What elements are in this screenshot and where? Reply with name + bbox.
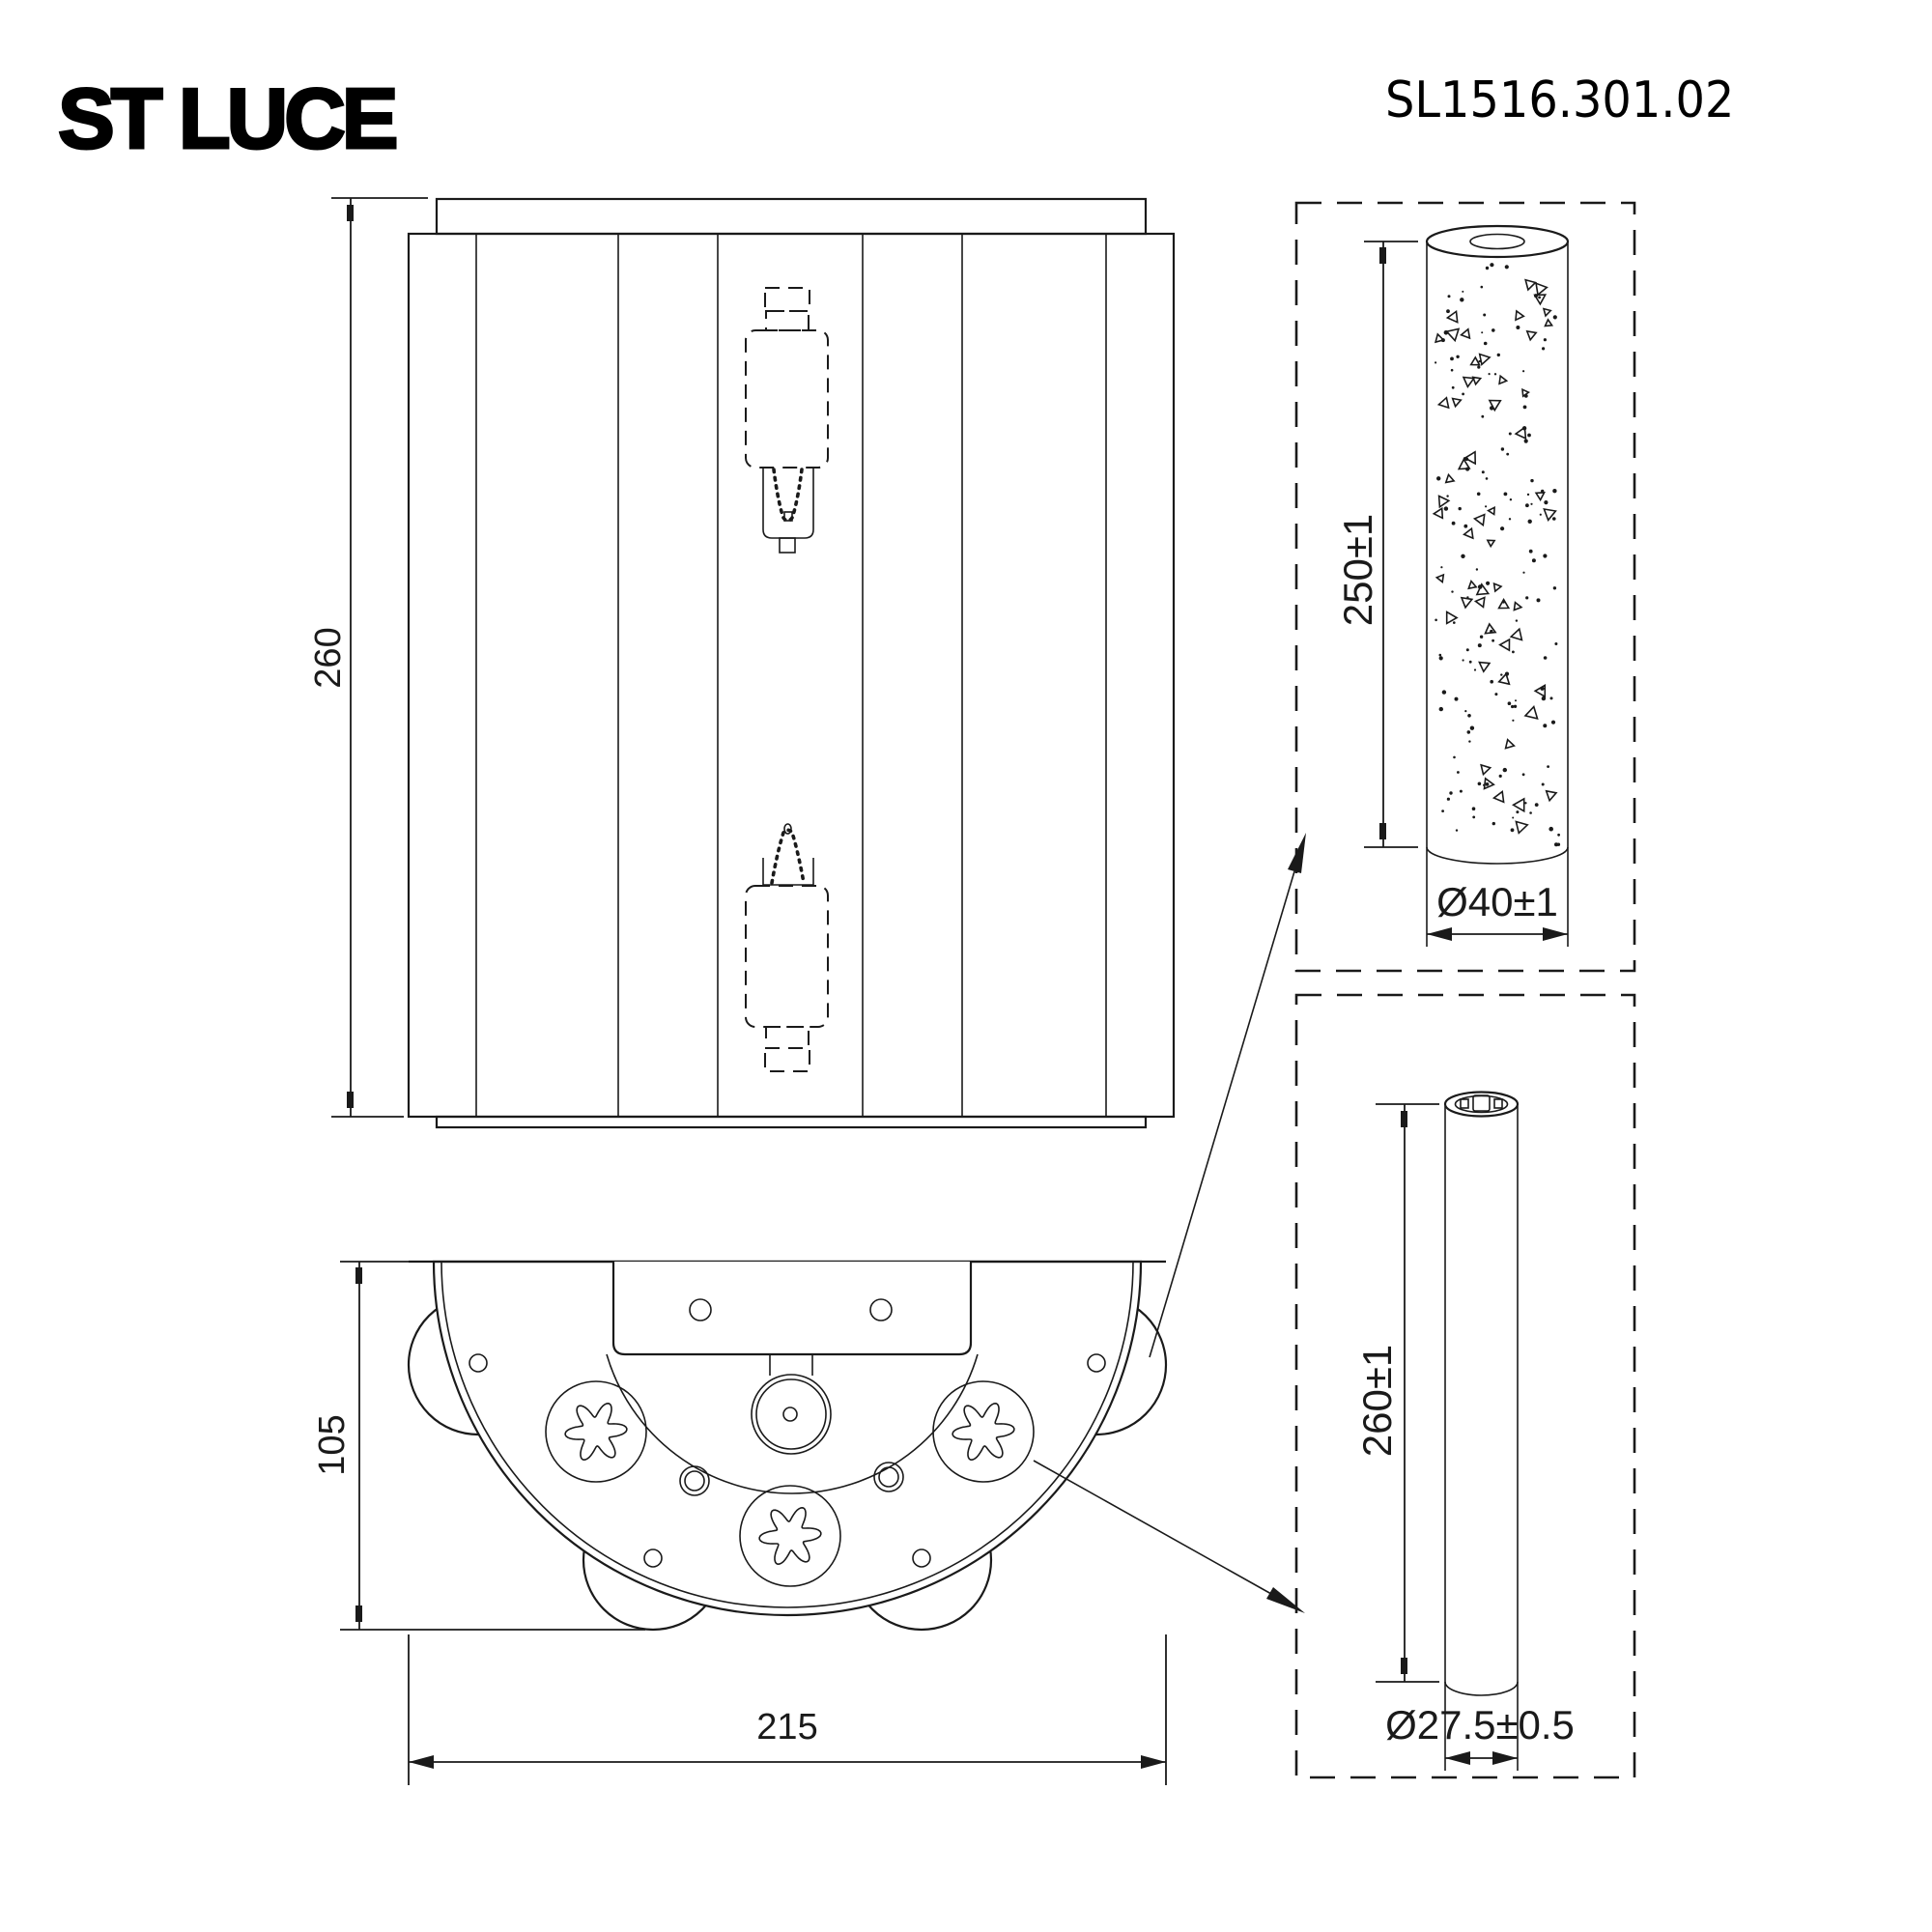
rod-length-label: 250±1: [1335, 513, 1380, 627]
rod-diameter-dimension: [1427, 879, 1568, 941]
tube-length-dimension: [1354, 1104, 1439, 1682]
bottom-depth-label: 105: [312, 1414, 353, 1476]
front-slat-lines: [476, 234, 1106, 1117]
rod-top-face: [1427, 226, 1568, 257]
lower-lamp-holder: [746, 824, 828, 1071]
rod-detail-box: [1296, 203, 1634, 971]
front-shade-body: [409, 234, 1174, 1117]
product-code: SL1516.301.02: [1385, 71, 1735, 129]
front-height-label: 260: [308, 627, 349, 689]
tube-diameter-dimension: [1385, 1702, 1575, 1765]
leader-to-tube-detail: [1034, 1461, 1271, 1594]
tube-diameter-label: Ø27.5±0.5: [1385, 1702, 1575, 1747]
upper-lamp-holder: [746, 288, 828, 553]
front-bottom-plate: [437, 1117, 1146, 1127]
tube-detail-box: [1296, 995, 1634, 1777]
tube-length-label: 260±1: [1354, 1344, 1400, 1458]
brand-logo: ST LUCE: [58, 71, 395, 166]
lower-bulb: [772, 830, 804, 883]
front-top-plate: [437, 199, 1146, 234]
rod-texture: [1434, 263, 1560, 846]
tube-bottom-arc: [1445, 1682, 1518, 1695]
wall-bracket: [613, 1262, 971, 1354]
bottom-width-dimension: [409, 1634, 1166, 1785]
rod-diameter-label: Ø40±1: [1436, 879, 1558, 924]
front-view: [308, 198, 1174, 1127]
leader-to-rod-detail: [1150, 871, 1294, 1357]
rod-length-dimension: [1335, 242, 1418, 847]
front-height-dimension: [308, 198, 428, 1117]
bottom-width-label: 215: [756, 1707, 818, 1747]
bottom-view: [312, 1262, 1166, 1785]
upper-bulb: [774, 469, 802, 521]
leader-arrows: [1034, 833, 1306, 1613]
rod-bottom-arc: [1427, 847, 1568, 864]
